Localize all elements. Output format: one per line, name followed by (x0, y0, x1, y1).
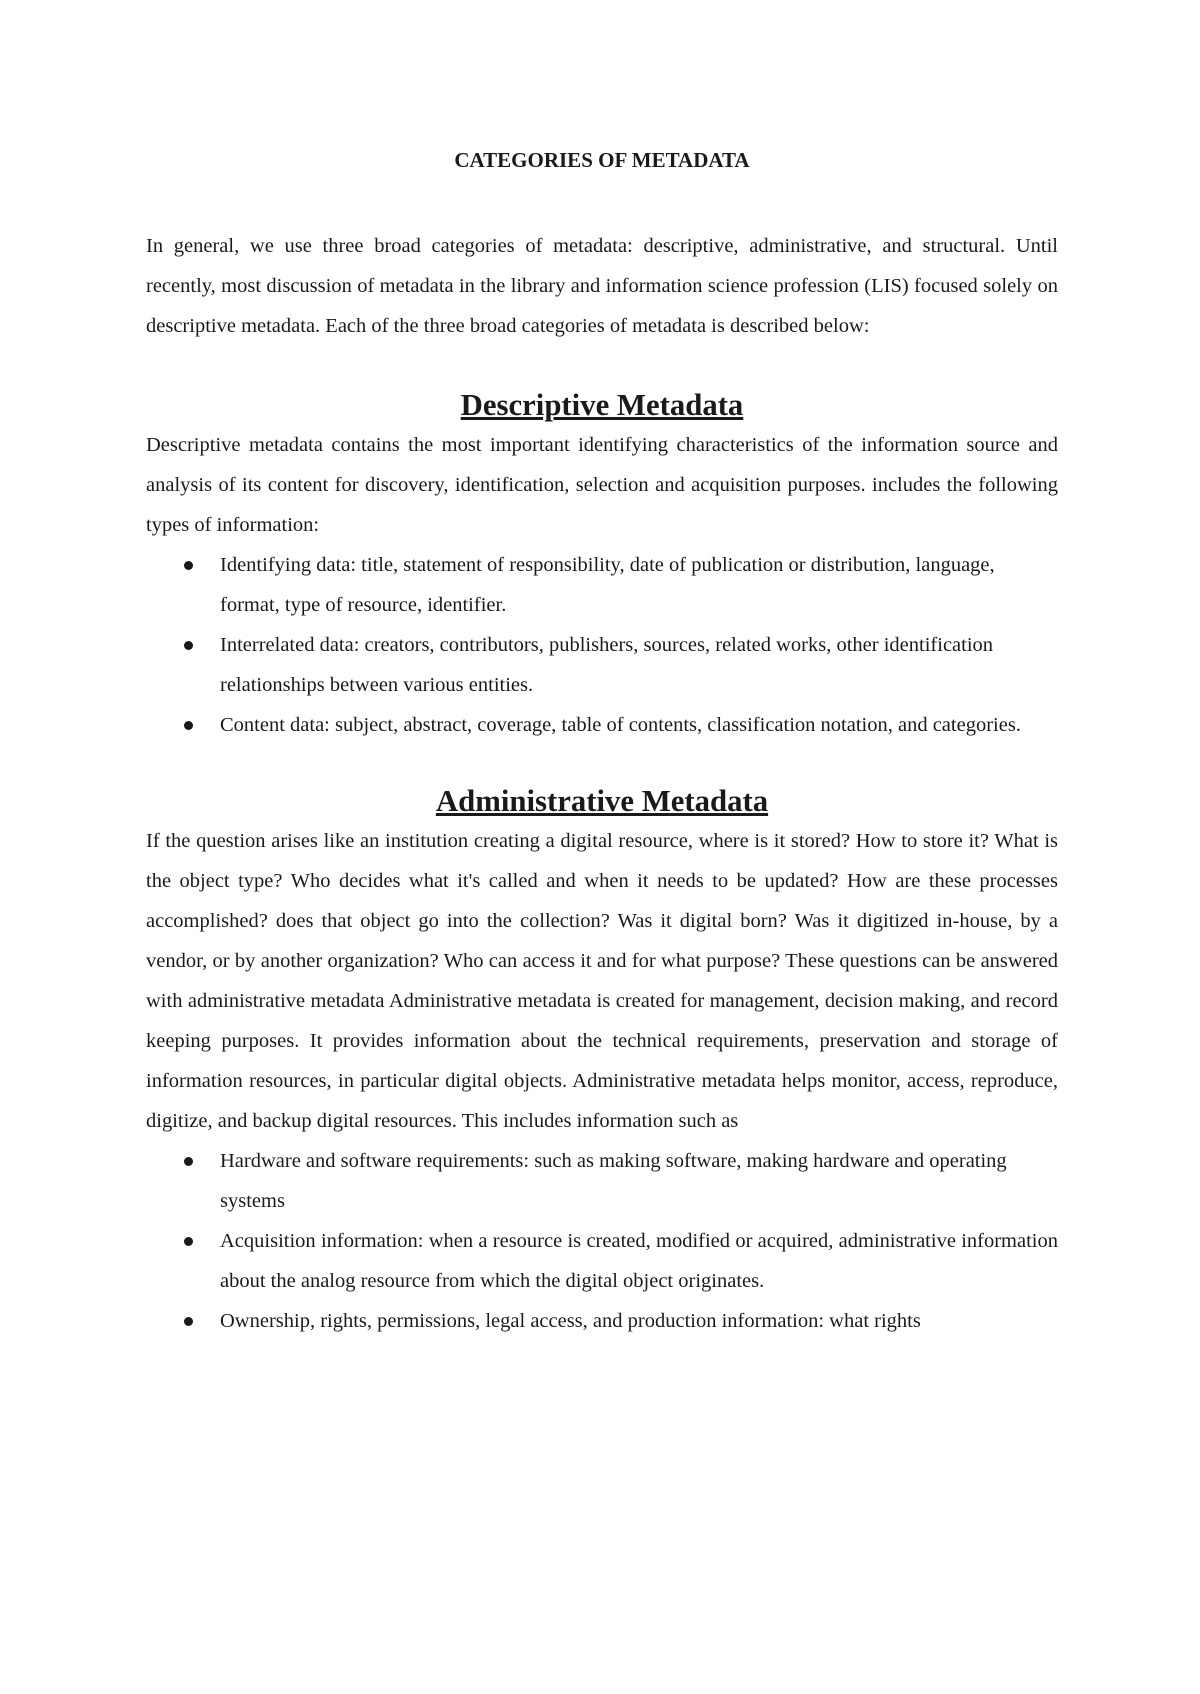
bullet-icon (184, 1317, 193, 1326)
list-item-text: Content data: subject, abstract, coverage, table of contents, classification notation, and categories. (220, 714, 1021, 736)
document-page (146, 140, 1058, 1341)
section-body-descriptive: Descriptive metadata contains the most important identifying characteristics of the information source and analysis of its content for discovery, identification, selection and acquisition purposes. includes the following types of information: (146, 434, 1058, 536)
bullet-list-descriptive (146, 545, 1058, 739)
bullet-list-administrative (146, 1141, 1058, 1341)
list-item (146, 705, 1058, 739)
section-heading-descriptive: Descriptive Metadata (460, 388, 744, 422)
list-item-text: Ownership, rights, permissions, legal access, and production information: what rights (220, 1310, 921, 1332)
list-item (146, 1141, 1058, 1221)
bullet-icon (184, 1157, 193, 1166)
list-item-text: Hardware and software requirements: such as making software, making hardware and operating systems (220, 1150, 1007, 1212)
bullet-icon (184, 561, 193, 570)
bullet-icon (184, 1237, 193, 1246)
section-heading-administrative: Administrative Metadata (435, 784, 769, 818)
document-title: CATEGORIES OF METADATA (454, 148, 750, 172)
bullet-icon (184, 721, 193, 730)
section-administrative (146, 781, 1058, 1341)
list-item (146, 545, 1058, 625)
bullet-icon (184, 641, 193, 650)
list-item-text: Identifying data: title, statement of responsibility, date of publication or distribution, language, format, type of resource, identifier. (220, 554, 995, 616)
list-item-text: Interrelated data: creators, contributors, publishers, sources, related works, other identification relationships between various entities. (220, 634, 994, 696)
section-body-administrative: If the question arises like an institution creating a digital resource, where is it stored? How to store it? What is the object type? Who decides what it's called and when it needs to be updated? How are these processes accomplished? does that object go into the collection? Was it digital born? Was it digitized in-house, by a vendor, or by another organization? Who can access it and for what purpose? These questions can be answered with administrative metadata Administrative metadata is created for management, decision making, and record keeping purposes. It provides information about the technical requirements, preservation and storage of information resources, in particular digital objects. Administrative metadata helps monitor, access, reproduce, digitize, and backup digital resources. This includes information such as (146, 830, 1058, 1132)
list-item (146, 625, 1058, 705)
section-descriptive (146, 385, 1058, 739)
list-item (146, 1221, 1058, 1301)
list-item (146, 1301, 1058, 1341)
intro-paragraph: In general, we use three broad categories of metadata: descriptive, administrative, and structural. Until recently, most discussion of metadata in the library and information science profession (LIS) focused solely on descriptive metadata. Each of the three broad categories of metadata is described below: (146, 235, 1058, 337)
list-item-text: Acquisition information: when a resource is created, modified or acquired, administrative information about the analog resource from which the digital object originates. (220, 1230, 1058, 1292)
